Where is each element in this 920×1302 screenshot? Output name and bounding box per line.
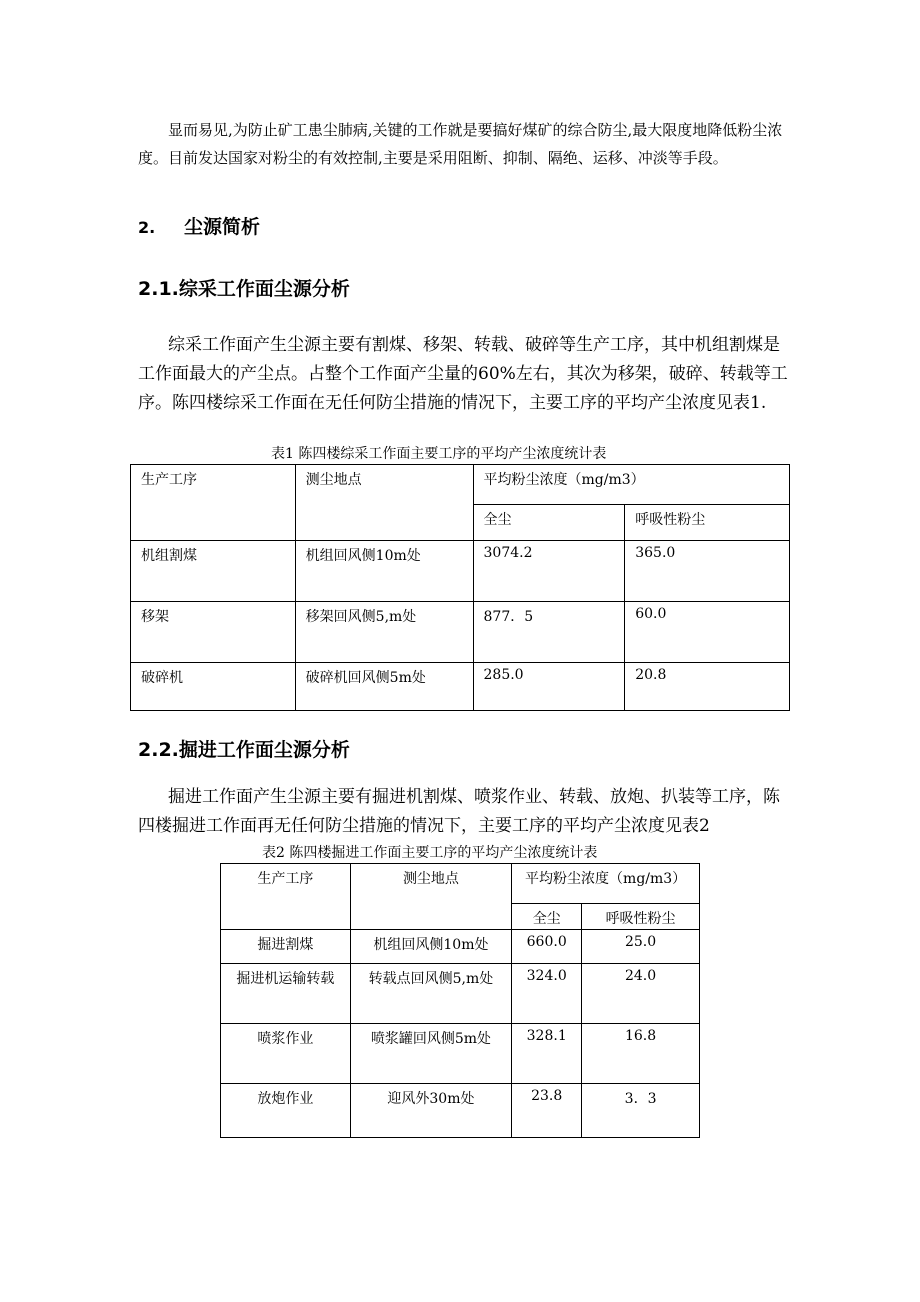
table-2-header-location: 测尘地点	[350, 864, 512, 930]
table-2-header-total: 全尘	[512, 904, 582, 930]
section-2-1-paragraph: 综采工作面产生尘源主要有割煤、移架、转载、破碎等生产工序，其中机组割煤是工作面最大的产尘点。占整个工作面产尘量的60%左右，其次为移架，破碎、转载等工序。陈四楼综采工作面在无任何防尘措施的情况下，主要工序的平均产尘浓度见表1.	[138, 335, 788, 413]
table-row	[221, 964, 700, 1024]
table-1-header-location: 测尘地点	[295, 465, 473, 541]
table-1-header-respirable: 呼吸性粉尘	[625, 505, 790, 541]
table-cell: 机组割煤	[141, 548, 197, 564]
table-cell: 破碎机	[141, 670, 183, 686]
table-1-header-concentration: 平均粉尘浓度（mg/m3）	[473, 465, 790, 505]
table-cell: 3074.2	[483, 545, 533, 561]
table-cell: 60.0	[635, 606, 667, 622]
table-cell: 3．3	[624, 1091, 657, 1107]
table-cell: 24.0	[624, 968, 657, 984]
table-cell: 喷浆作业	[257, 1031, 314, 1047]
table-cell: 16.8	[624, 1028, 657, 1044]
table-cell: 20.8	[635, 667, 667, 683]
table-1	[130, 464, 790, 711]
table-cell: 机组回风侧10m处	[305, 548, 421, 564]
table-cell: 迎风外30m处	[387, 1091, 475, 1107]
table-cell: 877．5	[483, 609, 534, 625]
section-2-title: 尘源简析	[184, 216, 261, 238]
table-cell: 放炮作业	[257, 1091, 314, 1107]
table-row	[131, 663, 790, 711]
table-row	[221, 1024, 700, 1084]
section-2-heading	[138, 212, 260, 239]
table-cell: 移架	[141, 609, 169, 625]
table-cell: 328.1	[526, 1028, 567, 1044]
table-cell: 660.0	[526, 934, 567, 950]
table-row	[221, 1084, 700, 1138]
table-row	[221, 930, 700, 964]
table-cell: 机组回风侧10m处	[373, 937, 489, 953]
table-cell: 转载点回风侧5,m处	[368, 971, 494, 987]
table-cell: 365.0	[635, 545, 676, 561]
table-1-caption: 表1 陈四楼综采工作面主要工序的平均产尘浓度统计表	[271, 446, 607, 462]
table-cell: 移架回风侧5,m处	[305, 609, 417, 625]
table-2-header-process: 生产工序	[221, 864, 351, 930]
table-cell: 喷浆罐回风侧5m处	[370, 1031, 492, 1047]
table-1-header-process: 生产工序	[131, 465, 296, 541]
section-2-2-paragraph: 掘进工作面产生尘源主要有掘进机割煤、喷浆作业、转载、放炮、扒装等工序，陈四楼掘进工作面再无任何防尘措施的情况下，主要工序的平均产尘浓度见表2	[138, 787, 780, 836]
table-cell: 324.0	[526, 968, 567, 984]
table-2-header-concentration: 平均粉尘浓度（mg/m3）	[512, 864, 700, 904]
table-cell: 285.0	[483, 667, 524, 683]
intro-paragraph: 显而易见,为防止矿工患尘肺病,关键的工作就是要搞好煤矿的综合防尘,最大限度地降低粉尘浓度。目前发达国家对粉尘的有效控制,主要是采用阻断、抑制、隔绝、运移、冲淡等手段。	[138, 121, 783, 167]
table-2	[220, 863, 700, 1138]
table-2-header-respirable: 呼吸性粉尘	[582, 904, 700, 930]
table-2-caption: 表2 陈四楼掘进工作面主要工序的平均产尘浓度统计表	[262, 845, 598, 861]
table-row	[131, 541, 790, 602]
table-cell: 25.0	[624, 934, 657, 950]
table-cell: 破碎机回风侧5m处	[305, 670, 426, 686]
table-1-header-total: 全尘	[473, 505, 625, 541]
section-2-1-heading: 2.1.综采工作面尘源分析	[138, 278, 350, 300]
section-2-2-heading: 2.2.掘进工作面尘源分析	[138, 739, 350, 761]
table-cell: 23.8	[531, 1088, 563, 1104]
table-row	[131, 602, 790, 663]
section-2-number: 2.	[138, 218, 156, 237]
table-cell: 掘进机运输转载	[236, 971, 335, 987]
table-cell: 掘进割煤	[257, 937, 314, 953]
